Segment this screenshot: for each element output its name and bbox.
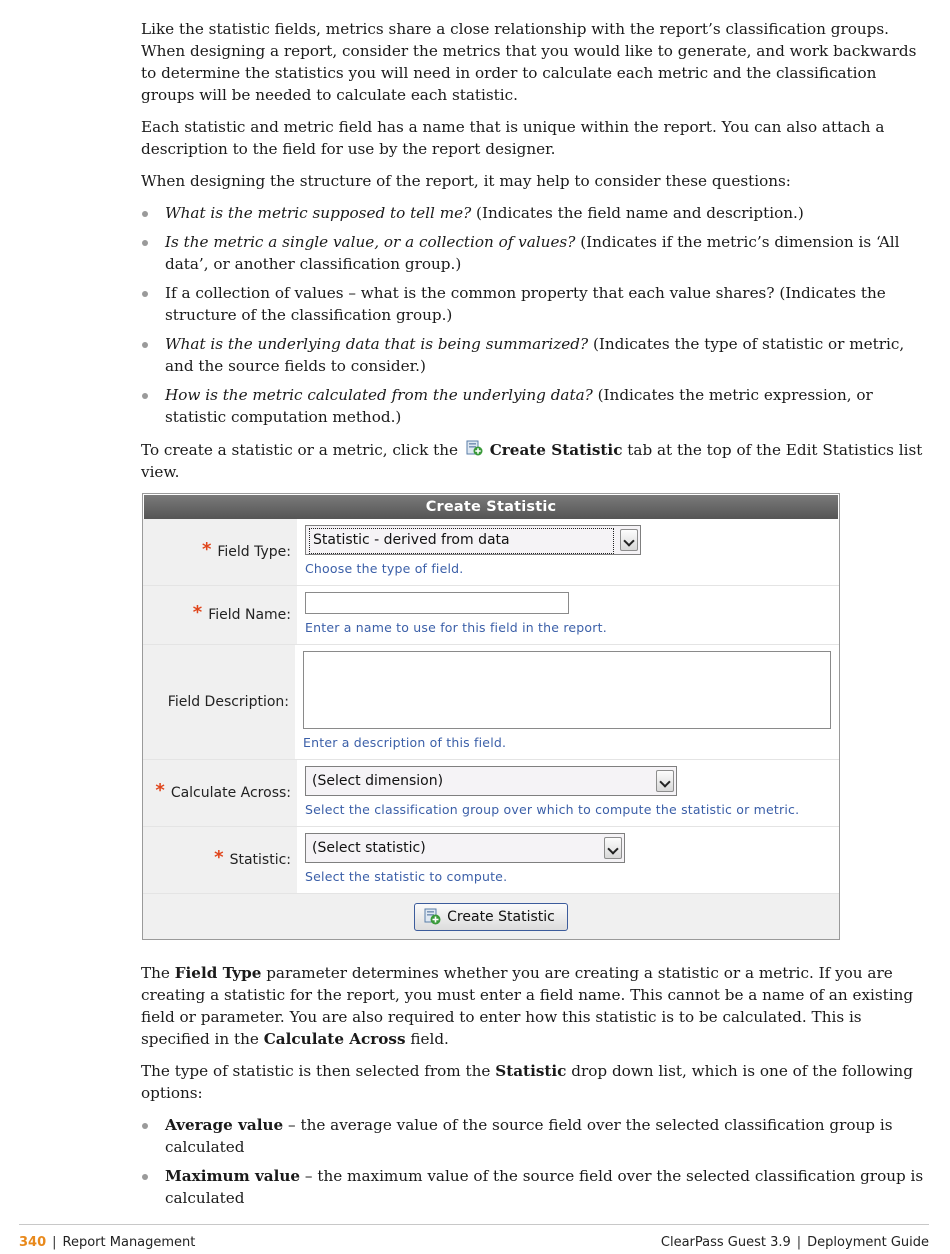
bullet-icon <box>142 342 148 348</box>
calculate-across-cell <box>297 760 839 826</box>
text-run: parameter determines whether you are creating a statistic or a metric. If you are creating a statistic for the report, you must enter a field name. This cannot be a name of an existing field or parameter. You are also required to enter how this statistic is to be calculated. This is specified in the <box>141 964 914 1048</box>
calculate-across-hint: Select the classification group over which to compute the statistic or metric. <box>305 802 800 817</box>
options-list <box>141 1114 927 1209</box>
required-marker: * <box>155 780 165 801</box>
bullet-icon <box>142 240 148 246</box>
page-footer <box>19 1224 929 1250</box>
list-item <box>141 384 927 428</box>
statistic-paragraph <box>141 1060 927 1104</box>
create-instruction <box>141 438 927 483</box>
question-note: If a collection of values – what is the common property that each value shares? (Indicates the structure of the classification group.) <box>165 284 886 324</box>
form-title: Create Statistic <box>144 495 838 519</box>
text-run: The type of statistic is then selected from the <box>141 1062 496 1080</box>
bullet-icon <box>142 1174 148 1180</box>
create-instruction-bold: Create Statistic <box>489 441 623 459</box>
field-name-hint: Enter a name to use for this field in the report. <box>305 620 607 635</box>
field-description-hint: Enter a description of this field. <box>303 735 507 750</box>
bullet-icon <box>142 1123 148 1129</box>
list-item <box>141 1165 927 1209</box>
footer-left <box>19 1235 195 1250</box>
intro-paragraph-3: When designing the structure of the report, it may help to consider these questions: <box>141 172 791 190</box>
create-instruction-text-end: tab at the top of the Edit Statistics list view. <box>141 441 923 481</box>
required-marker: * <box>192 602 203 623</box>
option-description: – the maximum value of the source field over the selected classification group is calculated <box>165 1167 924 1207</box>
list-item <box>141 282 927 326</box>
field-description-row <box>143 645 839 760</box>
field-type-cell <box>297 519 839 585</box>
bullet-icon <box>142 393 148 399</box>
field-description-label-text: Field Description: <box>167 694 289 710</box>
field-type-row <box>143 519 839 586</box>
create-statistic-form <box>142 493 840 940</box>
form-actions <box>143 894 839 939</box>
question-note: (Indicates the metric expression, or statistic computation method.) <box>165 386 873 426</box>
list-item <box>141 333 927 377</box>
question-note: (Indicates if the metric’s dimension is ‘All data’, or another classification group.) <box>165 233 900 273</box>
question-text: What is the underlying data that is being summarized? <box>165 335 589 353</box>
intro-paragraph-1: Like the statistic fields, metrics share a close relationship with the report’s classification groups. When designing a report, consider the metrics that you would like to generate, and work backwards to determine the statistics you will need in order to calculate each metric and the classification groups will be needed to calculate each statistic. <box>141 20 917 104</box>
page-number: 340 <box>19 1235 47 1250</box>
create-statistic-icon <box>423 907 441 925</box>
field-type-paragraph <box>141 962 927 1050</box>
question-text: Is the metric a single value, or a collection of values? <box>165 233 576 251</box>
chevron-down-icon[interactable] <box>620 529 638 551</box>
option-description: – the average value of the source field over the selected classification group is calculated <box>165 1116 893 1156</box>
required-marker: * <box>214 847 224 868</box>
list-item <box>141 202 927 224</box>
bold-statistic: Statistic <box>495 1062 567 1080</box>
create-instruction-text: To create a statistic or a metric, click the <box>141 441 463 459</box>
bullet-icon <box>142 211 148 217</box>
statistic-label-text: Statistic: <box>229 852 291 868</box>
intro-paragraph-2: Each statistic and metric field has a name that is unique within the report. You can also attach a description to the field for use by the report designer. <box>141 118 885 158</box>
calculate-across-label-text: Calculate Across: <box>170 785 291 801</box>
create-statistic-button[interactable] <box>414 903 568 931</box>
field-type-label <box>143 519 297 585</box>
calculate-across-label <box>143 760 297 826</box>
statistic-value: (Select statistic) <box>312 840 426 856</box>
questions-list <box>141 202 927 428</box>
field-type-label-text: Field Type: <box>217 544 291 560</box>
chevron-down-icon[interactable] <box>656 770 674 792</box>
question-note: (Indicates the field name and description.) <box>471 204 804 222</box>
field-name-label-text: Field Name: <box>208 607 291 623</box>
statistic-row <box>143 827 839 894</box>
option-term: Maximum value <box>165 1167 301 1185</box>
footer-doc: Deployment Guide <box>807 1235 929 1250</box>
text-run: field. <box>405 1030 449 1048</box>
field-description-textarea[interactable] <box>303 651 831 729</box>
footer-separator: | <box>52 1235 57 1250</box>
field-type-value: Statistic - derived from data <box>309 528 614 554</box>
field-name-label <box>143 586 297 644</box>
statistic-cell <box>297 827 839 893</box>
field-description-label <box>143 645 295 759</box>
chevron-down-icon[interactable] <box>604 837 622 859</box>
statistic-select[interactable] <box>305 833 625 863</box>
calculate-across-row <box>143 760 839 827</box>
field-type-hint: Choose the type of field. <box>305 561 464 576</box>
field-description-cell <box>295 645 839 759</box>
bullet-icon <box>142 291 148 297</box>
footer-product: ClearPass Guest 3.9 <box>660 1235 791 1250</box>
option-term: Average value <box>165 1116 284 1134</box>
calculate-across-select[interactable] <box>305 766 677 796</box>
footer-section: Report Management <box>62 1235 196 1250</box>
statistic-label <box>143 827 297 893</box>
field-name-row <box>143 586 839 645</box>
question-note: (Indicates the type of statistic or metric, and the source fields to consider.) <box>165 335 905 375</box>
required-marker: * <box>201 539 212 560</box>
list-item <box>141 231 927 275</box>
bold-calculate-across: Calculate Across <box>263 1030 406 1048</box>
bold-field-type: Field Type <box>174 964 262 982</box>
field-type-select[interactable] <box>305 525 641 555</box>
calculate-across-value: (Select dimension) <box>312 773 444 789</box>
list-item <box>141 1114 927 1158</box>
footer-separator: | <box>796 1235 802 1250</box>
question-text: How is the metric calculated from the underlying data? <box>165 386 593 404</box>
text-run: drop down list, which is one of the following options: <box>141 1062 913 1102</box>
statistic-hint: Select the statistic to compute. <box>305 869 508 884</box>
footer-right <box>661 1235 929 1250</box>
page-content <box>141 18 927 1219</box>
question-text: What is the metric supposed to tell me? <box>165 204 472 222</box>
create-statistic-icon <box>465 438 483 456</box>
field-name-cell <box>297 586 839 644</box>
field-name-input[interactable] <box>305 592 569 614</box>
create-statistic-button-label: Create Statistic <box>447 909 555 925</box>
text-run: The <box>141 964 175 982</box>
